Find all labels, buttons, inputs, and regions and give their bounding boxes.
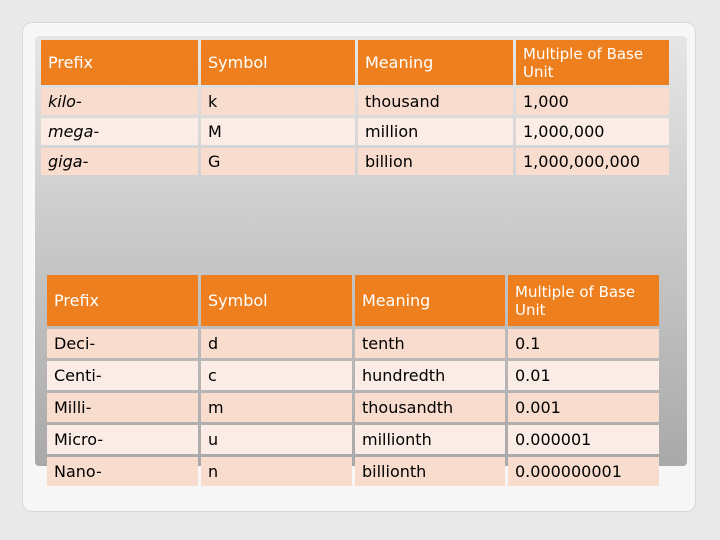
column-header-meaning: Meaning bbox=[355, 275, 505, 326]
table-row bbox=[41, 148, 669, 175]
column-header-prefix: Prefix bbox=[47, 275, 198, 326]
cell-multiple: 0.01 bbox=[508, 361, 659, 390]
cell-prefix: Centi- bbox=[47, 361, 198, 390]
cell-meaning: thousandth bbox=[355, 393, 505, 422]
cell-multiple: 1,000,000 bbox=[516, 118, 669, 145]
prefix-table-large bbox=[38, 37, 672, 178]
cell-prefix: Milli- bbox=[47, 393, 198, 422]
column-header-symbol: Symbol bbox=[201, 40, 355, 85]
cell-multiple: 1,000 bbox=[516, 88, 669, 115]
cell-multiple: 0.001 bbox=[508, 393, 659, 422]
cell-symbol: m bbox=[201, 393, 352, 422]
table-row bbox=[41, 88, 669, 115]
column-header-meaning: Meaning bbox=[358, 40, 513, 85]
cell-multiple: 0.000000001 bbox=[508, 457, 659, 486]
prefix-table-small bbox=[44, 272, 662, 489]
cell-meaning: tenth bbox=[355, 329, 505, 358]
table-row bbox=[47, 457, 659, 486]
table-row bbox=[41, 118, 669, 145]
cell-multiple: 0.000001 bbox=[508, 425, 659, 454]
column-header-multiple: Multiple of Base Unit bbox=[508, 275, 659, 326]
cell-meaning: billionth bbox=[355, 457, 505, 486]
cell-multiple: 1,000,000,000 bbox=[516, 148, 669, 175]
cell-multiple: 0.1 bbox=[508, 329, 659, 358]
table-row bbox=[47, 361, 659, 390]
cell-prefix: giga- bbox=[41, 148, 198, 175]
cell-meaning: thousand bbox=[358, 88, 513, 115]
column-header-multiple: Multiple of Base Unit bbox=[516, 40, 669, 85]
cell-meaning: billion bbox=[358, 148, 513, 175]
column-header-symbol: Symbol bbox=[201, 275, 352, 326]
column-header-prefix: Prefix bbox=[41, 40, 198, 85]
cell-prefix: Nano- bbox=[47, 457, 198, 486]
table-row bbox=[47, 425, 659, 454]
table-row bbox=[47, 393, 659, 422]
cell-prefix: Deci- bbox=[47, 329, 198, 358]
cell-symbol: c bbox=[201, 361, 352, 390]
table-row bbox=[47, 329, 659, 358]
cell-meaning: million bbox=[358, 118, 513, 145]
cell-prefix: kilo- bbox=[41, 88, 198, 115]
cell-symbol: k bbox=[201, 88, 355, 115]
table-header-row bbox=[47, 275, 659, 326]
cell-symbol: d bbox=[201, 329, 352, 358]
cell-symbol: n bbox=[201, 457, 352, 486]
cell-prefix: mega- bbox=[41, 118, 198, 145]
cell-meaning: millionth bbox=[355, 425, 505, 454]
table-header-row bbox=[41, 40, 669, 85]
cell-prefix: Micro- bbox=[47, 425, 198, 454]
cell-symbol: G bbox=[201, 148, 355, 175]
cell-symbol: u bbox=[201, 425, 352, 454]
cell-symbol: M bbox=[201, 118, 355, 145]
cell-meaning: hundredth bbox=[355, 361, 505, 390]
